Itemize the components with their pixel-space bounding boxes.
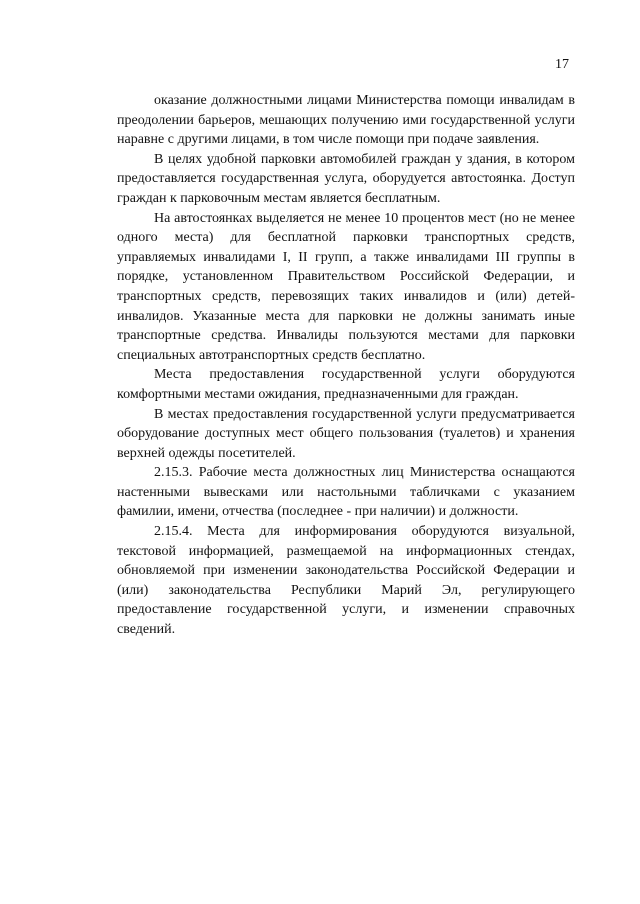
paragraph-waiting-areas: Места предоставления государственной услуги оборудуются комфортными местами ожидания, предназначенными для граждан.: [117, 367, 575, 402]
paragraph-facilities: В местах предоставления государственной услуги предусматривается оборудование доступных мест общего пользования (туалетов) и хранения верхней одежды посетителей.: [117, 406, 575, 461]
paragraph-parking: В целях удобной парковки автомобилей граждан у здания, в котором предоставляется государственная услуга, оборудуется автостоянка. Доступ граждан к парковочным местам является бесплатным.: [117, 151, 575, 206]
page-number: 17: [555, 57, 569, 72]
paragraph-2-15-4: 2.15.4. Места для информирования оборудуются визуальной, текстовой информацией, размещаемой на информационных стендах, обновляемой при изменении законодательства Российской Федерации и (или) законодательства Республики Марий Эл, регулирующего предоставление государственной услуги, и изменении справочных сведений.: [117, 524, 575, 638]
paragraph-assistance: оказание должностными лицами Министерства помощи инвалидам в преодолении барьеров, мешающих получению ими государственной услуги наравне с другими лицами, в том числе помощи при подаче заявления.: [117, 93, 575, 148]
paragraph-disabled-parking: На автостоянках выделяется не менее 10 процентов мест (но не менее одного места) для бесплатной парковки транспортных средств, управляемых инвалидами I, II групп, а также инвалидами III группы в порядке, установленном Правительством Российской Федерации, и транспортных средств, перевозящих таких инвалидов и (или) детей-инвалидов. Указанные места для парковки не должны занимать иные транспортные средства. Инвалиды пользуются местами для парковки специальных автотранспортных средств бесплатно.: [117, 210, 575, 363]
paragraph-2-15-3: 2.15.3. Рабочие места должностных лиц Министерства оснащаются настенными вывесками или настольными табличками с указанием фамилии, имени, отчества (последнее - при наличии) и должности.: [117, 465, 575, 520]
document-body: [117, 91, 575, 640]
